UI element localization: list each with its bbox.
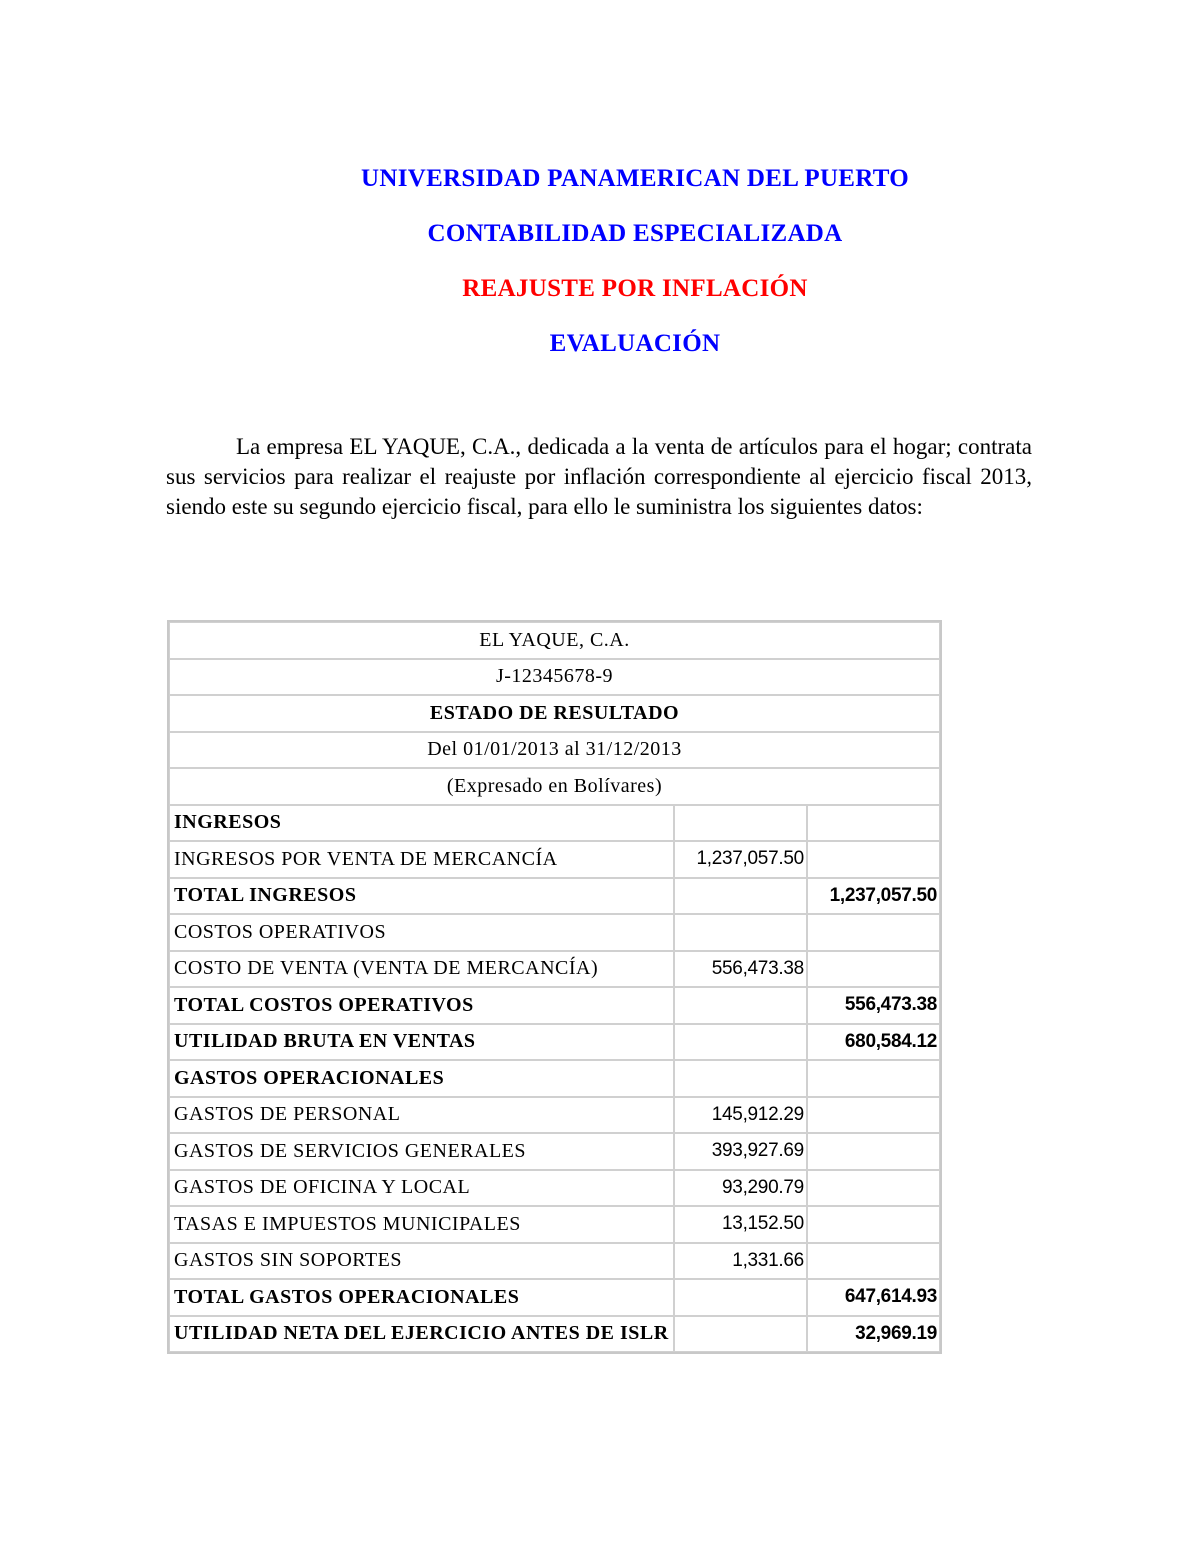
currency-note: (Expresado en Bolívares) [169, 768, 940, 805]
row-detail-amount [674, 1279, 807, 1316]
row-label: TOTAL COSTOS OPERATIVOS [169, 987, 674, 1024]
university-title: UNIVERSIDAD PANAMERICAN DEL PUERTO [360, 165, 910, 192]
row-total-amount [807, 1060, 940, 1097]
row-detail-amount: 1,331.66 [674, 1243, 807, 1280]
table-row [169, 1133, 940, 1170]
row-label: GASTOS DE OFICINA Y LOCAL [169, 1170, 674, 1207]
table-row [169, 1279, 940, 1316]
row-total-amount [807, 841, 940, 878]
row-total-amount: 556,473.38 [807, 987, 940, 1024]
table-row [169, 878, 940, 915]
row-total-amount [807, 914, 940, 951]
row-label: GASTOS SIN SOPORTES [169, 1243, 674, 1280]
row-total-amount [807, 1170, 940, 1207]
row-detail-amount: 1,237,057.50 [674, 841, 807, 878]
row-label: GASTOS DE SERVICIOS GENERALES [169, 1133, 674, 1170]
table-row [169, 1243, 940, 1280]
row-detail-amount [674, 878, 807, 915]
table-row [169, 1060, 940, 1097]
company-name: EL YAQUE, C.A. [169, 622, 940, 659]
row-label: TOTAL GASTOS OPERACIONALES [169, 1279, 674, 1316]
table-row [169, 1097, 940, 1134]
row-label: INGRESOS POR VENTA DE MERCANCÍA [169, 841, 674, 878]
course-title: CONTABILIDAD ESPECIALIZADA [427, 220, 843, 247]
row-total-amount: 1,237,057.50 [807, 878, 940, 915]
row-detail-amount [674, 1316, 807, 1353]
intro-paragraph: La empresa EL YAQUE, C.A., dedicada a la venta de artículos para el hogar; contrata sus servicios para realizar el reajuste por inflación correspondiente al ejercicio fiscal 2013, siendo este su segundo ejercicio fiscal, para ello le suministra los siguientes datos: [166, 434, 1032, 519]
row-label: COSTO DE VENTA (VENTA DE MERCANCÍA) [169, 951, 674, 988]
row-label: TASAS E IMPUESTOS MUNICIPALES [169, 1206, 674, 1243]
row-total-amount [807, 951, 940, 988]
row-detail-amount: 93,290.79 [674, 1170, 807, 1207]
table-row [169, 805, 940, 842]
row-label: UTILIDAD NETA DEL EJERCICIO ANTES DE ISLR [169, 1316, 674, 1353]
row-detail-amount: 13,152.50 [674, 1206, 807, 1243]
row-detail-amount [674, 1060, 807, 1097]
row-detail-amount: 556,473.38 [674, 951, 807, 988]
assessment-title: EVALUACIÓN [549, 330, 721, 357]
statement-title: ESTADO DE RESULTADO [169, 695, 940, 732]
row-label: UTILIDAD BRUTA EN VENTAS [169, 1024, 674, 1061]
income-statement-table [167, 620, 942, 1354]
table-row [169, 1170, 940, 1207]
row-total-amount: 32,969.19 [807, 1316, 940, 1353]
row-detail-amount: 145,912.29 [674, 1097, 807, 1134]
table-row [169, 914, 940, 951]
row-label: GASTOS OPERACIONALES [169, 1060, 674, 1097]
row-total-amount [807, 1097, 940, 1134]
row-detail-amount [674, 914, 807, 951]
row-total-amount: 680,584.12 [807, 1024, 940, 1061]
table-row [169, 951, 940, 988]
row-detail-amount [674, 1024, 807, 1061]
table-row [169, 1316, 940, 1353]
row-total-amount [807, 1243, 940, 1280]
topic-title: REAJUSTE POR INFLACIÓN [462, 275, 808, 302]
table-row [169, 841, 940, 878]
row-detail-amount: 393,927.69 [674, 1133, 807, 1170]
row-total-amount: 647,614.93 [807, 1279, 940, 1316]
row-total-amount [807, 1133, 940, 1170]
row-detail-amount [674, 805, 807, 842]
table-row [169, 1024, 940, 1061]
company-rif: J-12345678-9 [169, 659, 940, 696]
table-row [169, 1206, 940, 1243]
row-detail-amount [674, 987, 807, 1024]
row-total-amount [807, 805, 940, 842]
row-label: INGRESOS [169, 805, 674, 842]
table-row [169, 987, 940, 1024]
row-label: TOTAL INGRESOS [169, 878, 674, 915]
row-label: COSTOS OPERATIVOS [169, 914, 674, 951]
statement-period: Del 01/01/2013 al 31/12/2013 [169, 732, 940, 769]
row-label: GASTOS DE PERSONAL [169, 1097, 674, 1134]
row-total-amount [807, 1206, 940, 1243]
